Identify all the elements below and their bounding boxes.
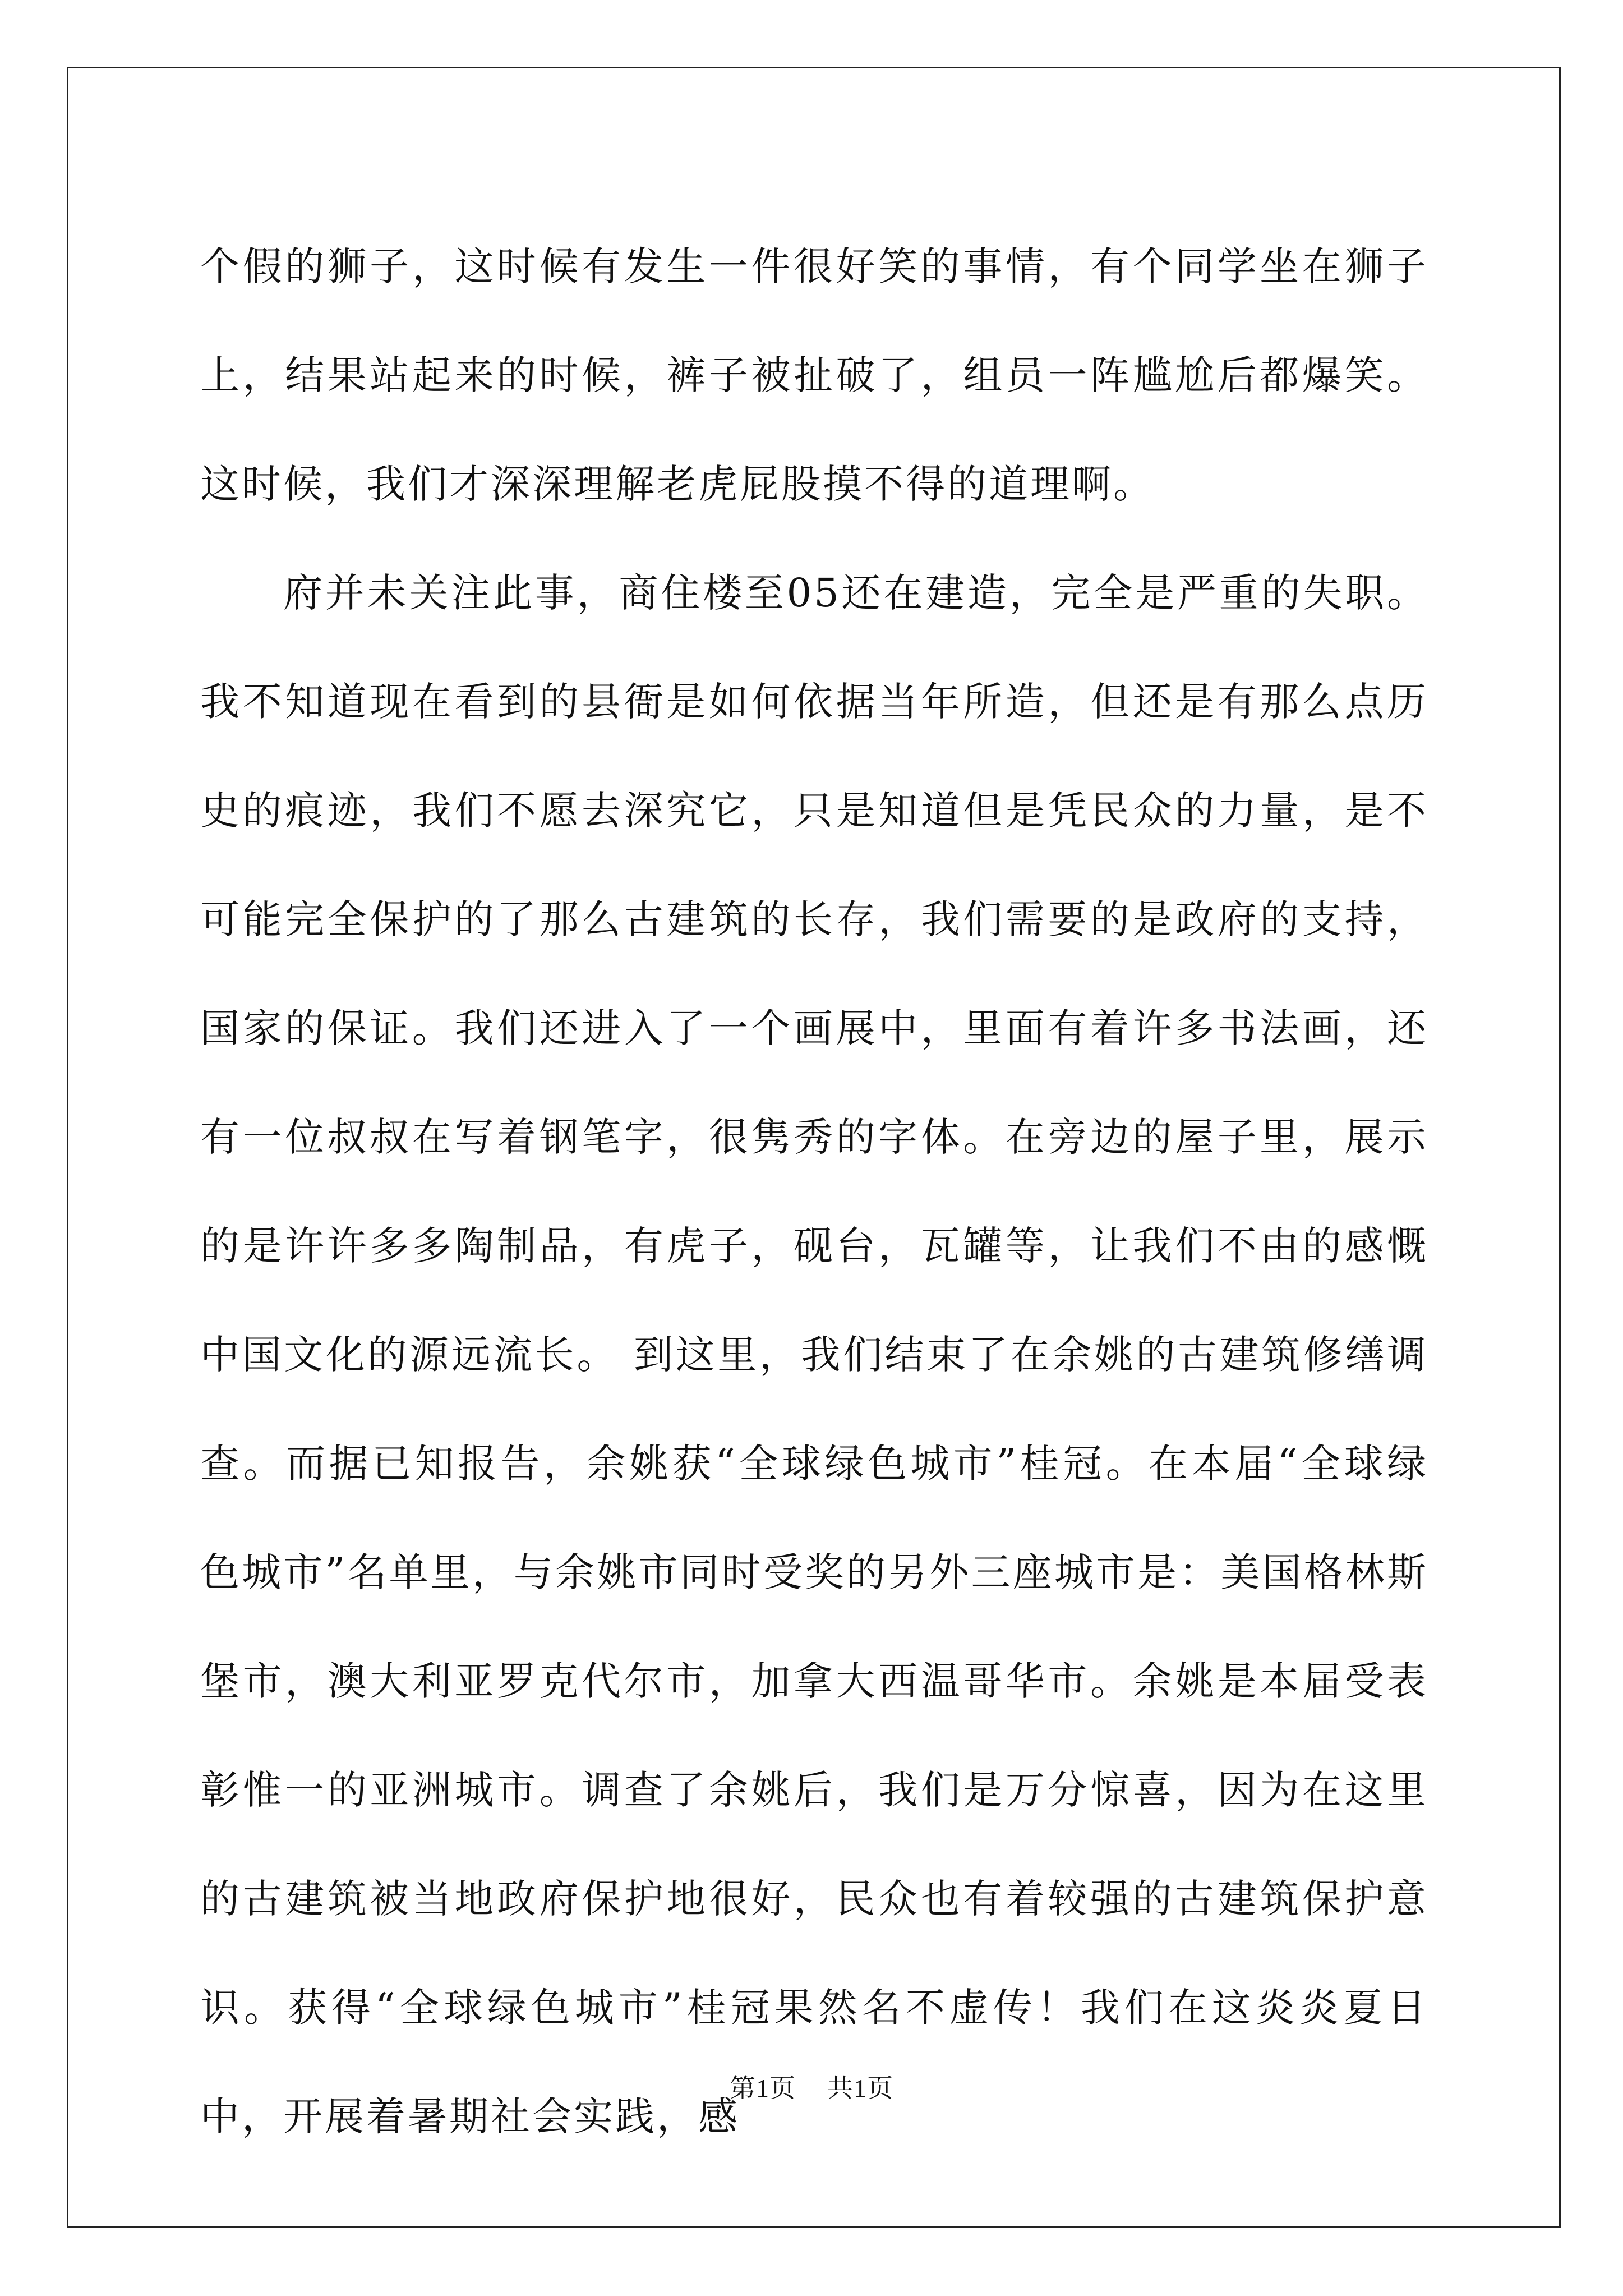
paragraph-2: 府并未关注此事，商住楼至05还在建造，完全是严重的失职。我不知道现在看到的县衙是如何依据当年所造，但还是有那么点历史的痕迹，我们不愿去深究它，只是知道但是凭民众的力量，是不可能完全保护的了那么古建筑的长存，我们需要的是政府的支持，国家的保证。我们还进入了一个画展中，里面有着许多书法画，还有一位叔叔在写着钢笔字，很隽秀的字体。在旁边的屋子里，展示的是许许多多陶制品，有虎子，砚台，瓦罐等，让我们不由的感慨中国文化的源远流长。 到这里，我们结束了在余姚的古建筑修缮调查。而据已知报告，余姚获“全球绿色城市”桂冠。在本届“全球绿色城市”名单里，与余姚市同时受奖的另外三座城市是：美国格林斯堡市，澳大利亚罗克代尔市，加拿大西温哥华市。余姚是本届受表彰惟一的亚洲城市。调查了余姚后，我们是万分惊喜，因为在这里的古建筑被当地政府保护地很好，民众也有着较强的古建筑保护意识。获得“全球绿色城市”桂冠果然名不虚传！我们在这炎炎夏日中，开展着暑期社会实践，感 [200,570,1428,2139]
paragraph-1: 个假的狮子，这时候有发生一件很好笑的事情，有个同学坐在狮子上，结果站起来的时候，裤子被扯破了，组员一阵尴尬后都爆笑。这时候，我们才深深理解老虎屁股摸不得的道理啊。 [200,243,1428,507]
page-number: 第1页 [730,2074,796,2102]
document-body [200,212,1428,2171]
page-total: 共1页 [827,2074,893,2102]
page-footer [0,2068,1623,2105]
